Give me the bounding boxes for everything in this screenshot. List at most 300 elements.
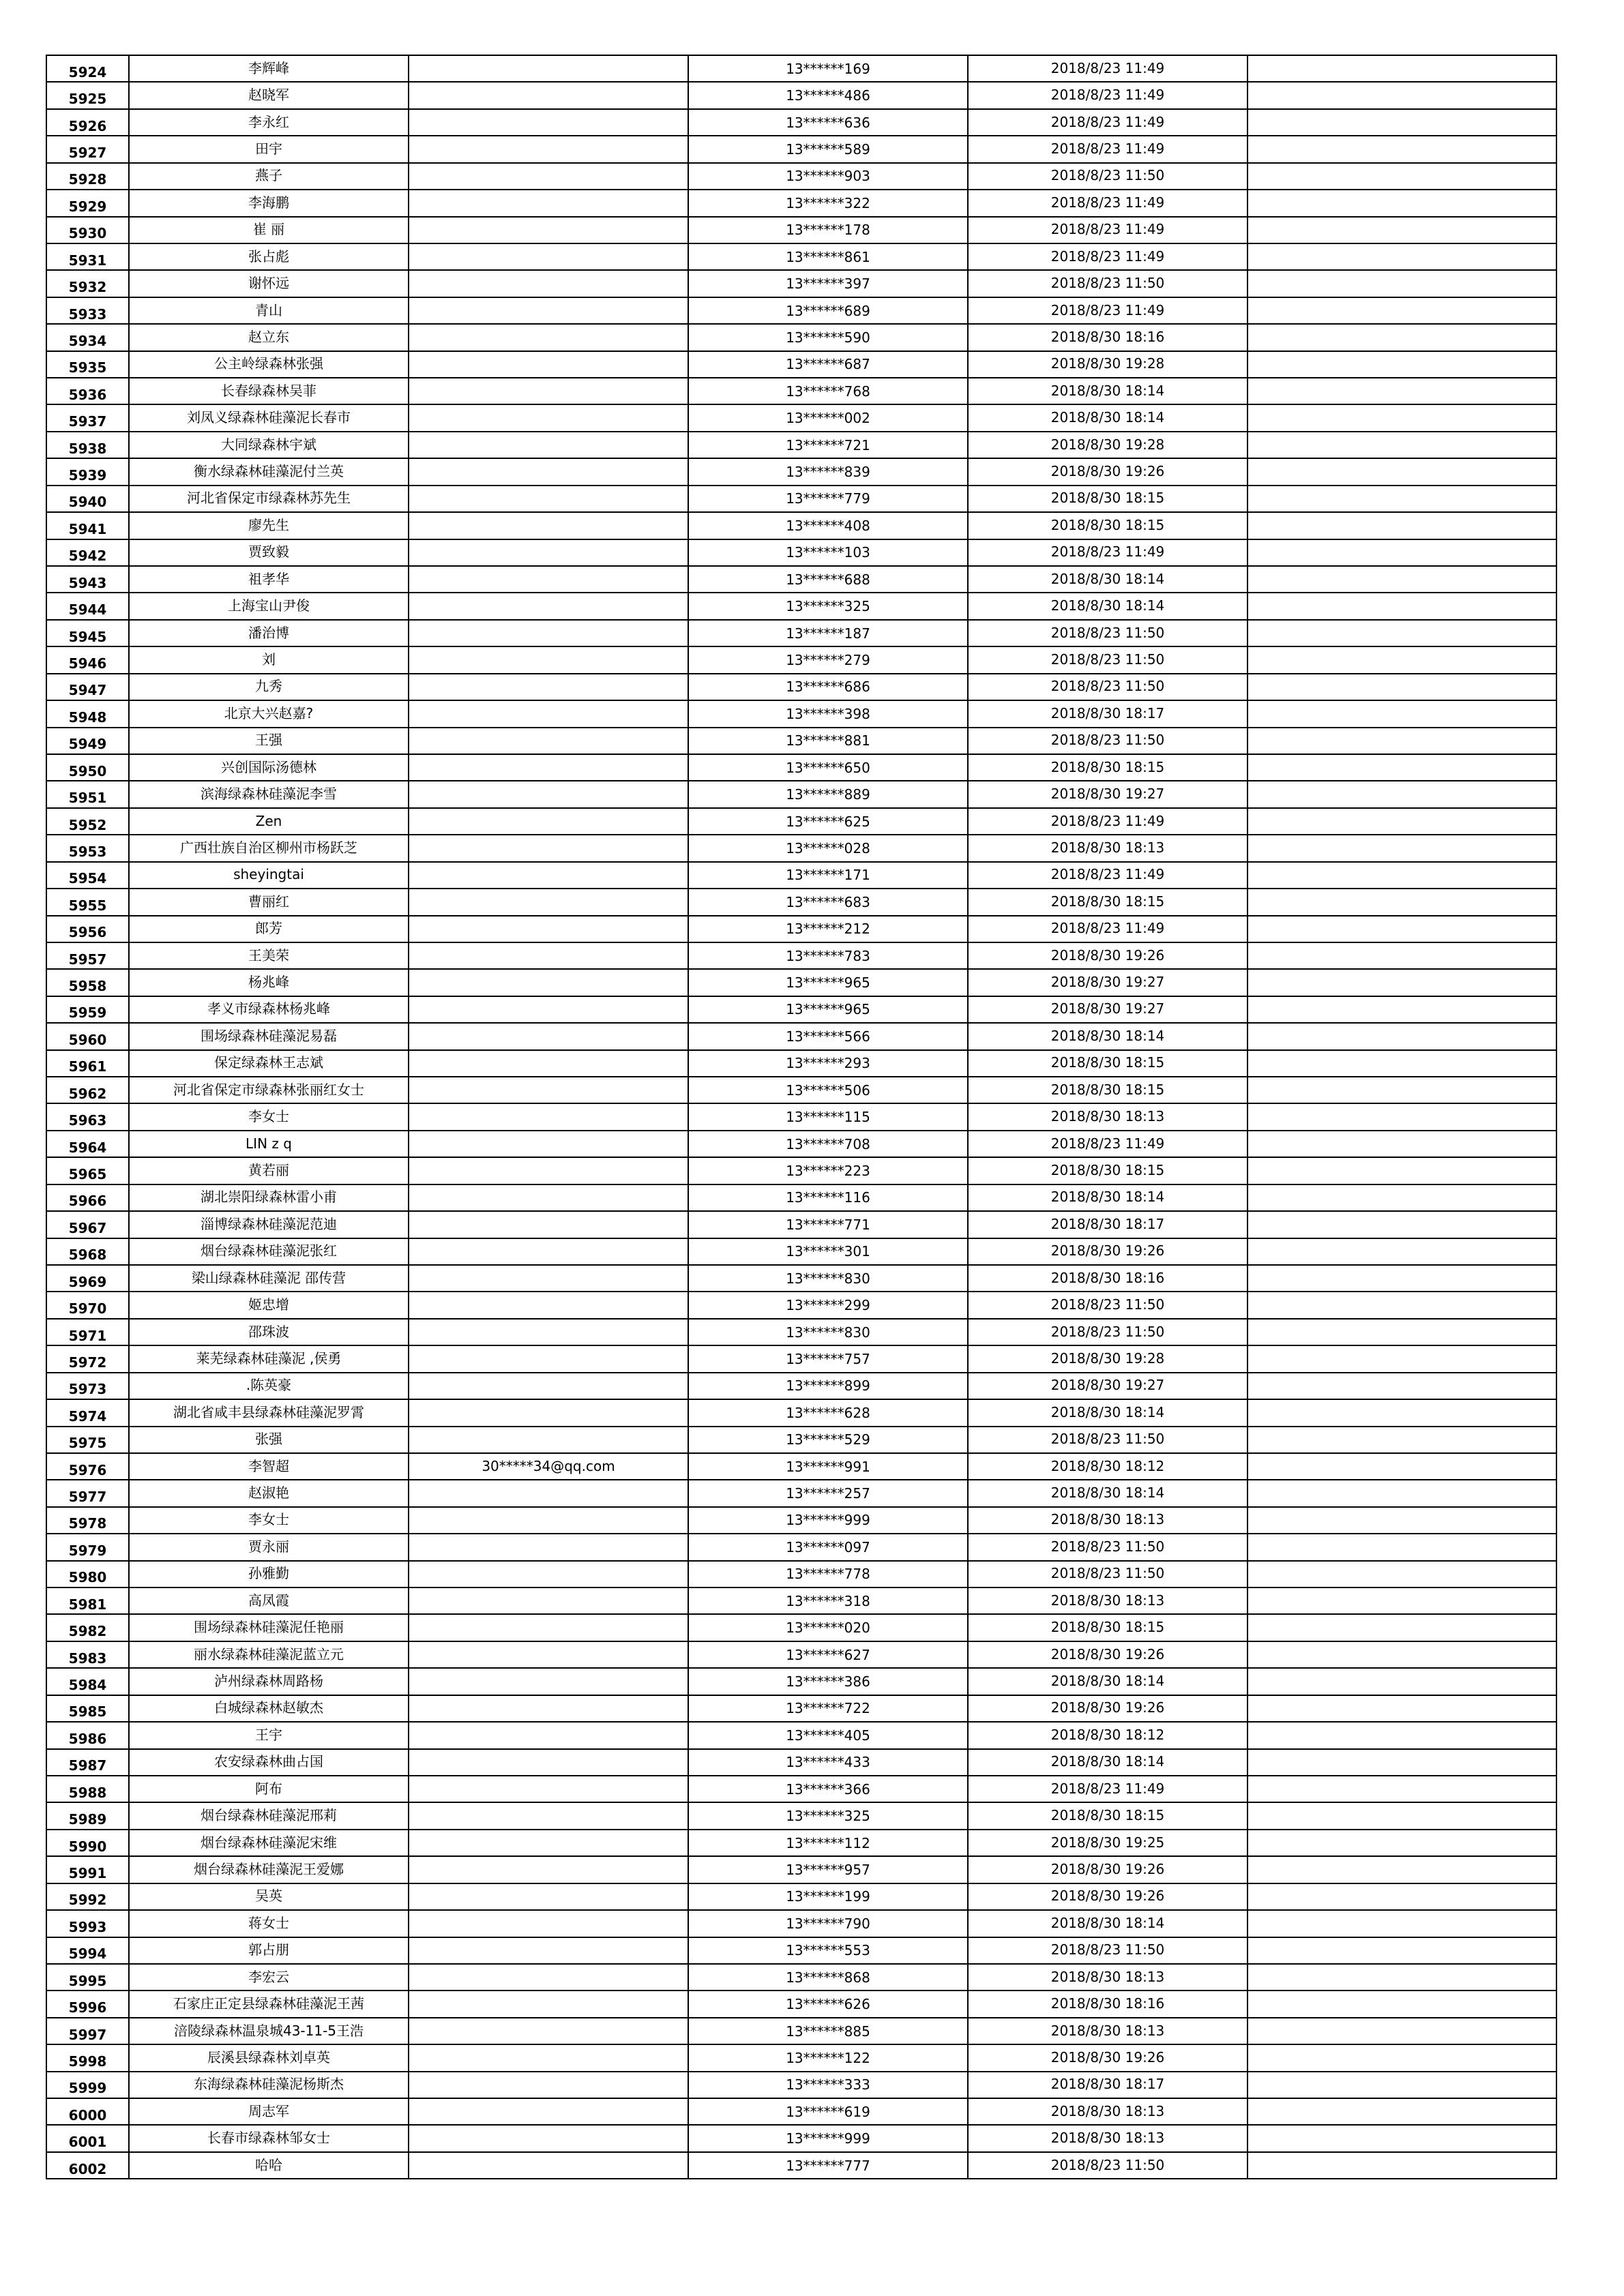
phone-cell: 13******301 (688, 1238, 968, 1265)
phone-cell: 13******366 (688, 1776, 968, 1802)
extra-cell (1247, 1883, 1556, 1910)
table-row (46, 217, 1556, 243)
name-cell: 李宏云 (129, 1964, 409, 1991)
table-row (46, 728, 1556, 754)
row-number-cell: 5980 (46, 1561, 129, 1587)
row-number-cell: 5931 (46, 243, 129, 270)
table-row (46, 458, 1556, 485)
name-cell: 孝义市绿森林杨兆峰 (129, 996, 409, 1023)
row-number-cell: 5934 (46, 324, 129, 351)
row-number-cell: 5972 (46, 1345, 129, 1372)
table-row (46, 1749, 1556, 1776)
table-row (46, 1453, 1556, 1480)
row-number-cell: 5982 (46, 1614, 129, 1641)
email-cell (409, 1292, 688, 1318)
table-row (46, 2098, 1556, 2125)
name-cell: 长春市绿森林邹女士 (129, 2125, 409, 2151)
table-row (46, 243, 1556, 270)
table-row (46, 512, 1556, 539)
timestamp-cell: 2018/8/23 11:50 (968, 1937, 1247, 1964)
row-number-cell: 5944 (46, 593, 129, 619)
name-cell: 围场绿森林硅藻泥易磊 (129, 1023, 409, 1049)
timestamp-cell: 2018/8/30 18:14 (968, 1184, 1247, 1211)
phone-cell: 13******619 (688, 2098, 968, 2125)
email-cell (409, 2152, 688, 2179)
email-cell (409, 1319, 688, 1345)
email-cell (409, 1103, 688, 1130)
email-cell (409, 862, 688, 889)
timestamp-cell: 2018/8/30 18:14 (968, 1749, 1247, 1776)
phone-cell: 13******903 (688, 163, 968, 190)
row-number-cell: 5932 (46, 270, 129, 297)
row-number-cell: 5951 (46, 781, 129, 807)
name-cell: 湖北崇阳绿森林雷小甫 (129, 1184, 409, 1211)
row-number-cell: 5974 (46, 1399, 129, 1426)
name-cell: 涪陵绿森林温泉城43-11-5王浩 (129, 2018, 409, 2044)
row-number-cell: 5987 (46, 1749, 129, 1776)
timestamp-cell: 2018/8/30 18:13 (968, 835, 1247, 861)
row-number-cell: 5937 (46, 404, 129, 431)
name-cell: 兴创国际汤德林 (129, 754, 409, 781)
name-cell: 衡水绿森林硅藻泥付兰英 (129, 458, 409, 485)
row-number-cell: 5960 (46, 1023, 129, 1049)
phone-cell: 13******169 (688, 55, 968, 82)
email-cell (409, 1910, 688, 1937)
phone-cell: 13******688 (688, 566, 968, 593)
table-row (46, 109, 1556, 136)
table-row (46, 620, 1556, 646)
email-cell (409, 646, 688, 673)
table-row (46, 1507, 1556, 1534)
timestamp-cell: 2018/8/23 11:50 (968, 674, 1247, 700)
row-number-cell: 5940 (46, 486, 129, 512)
timestamp-cell: 2018/8/30 18:14 (968, 1399, 1247, 1426)
row-number-cell: 5984 (46, 1668, 129, 1695)
row-number-cell: 5963 (46, 1103, 129, 1130)
extra-cell (1247, 2152, 1556, 2179)
table-row (46, 190, 1556, 216)
email-cell (409, 1991, 688, 2017)
row-number-cell: 5936 (46, 378, 129, 404)
extra-cell (1247, 1668, 1556, 1695)
extra-cell (1247, 1856, 1556, 1883)
phone-cell: 13******257 (688, 1480, 968, 1506)
email-cell (409, 1749, 688, 1776)
name-cell: 王强 (129, 728, 409, 754)
timestamp-cell: 2018/8/30 18:13 (968, 1103, 1247, 1130)
extra-cell (1247, 1453, 1556, 1480)
email-cell (409, 82, 688, 108)
timestamp-cell: 2018/8/23 11:50 (968, 1561, 1247, 1587)
name-cell: 廖先生 (129, 512, 409, 539)
phone-cell: 13******830 (688, 1319, 968, 1345)
timestamp-cell: 2018/8/30 19:28 (968, 1345, 1247, 1372)
email-cell (409, 754, 688, 781)
table-row (46, 1830, 1556, 1856)
name-cell: 泸州绿森林周路杨 (129, 1668, 409, 1695)
extra-cell (1247, 1641, 1556, 1668)
email-cell (409, 1211, 688, 1238)
row-number-cell: 5941 (46, 512, 129, 539)
name-cell: 高凤霞 (129, 1587, 409, 1614)
timestamp-cell: 2018/8/30 18:14 (968, 593, 1247, 619)
timestamp-cell: 2018/8/30 18:14 (968, 1668, 1247, 1695)
phone-cell: 13******650 (688, 754, 968, 781)
table-row (46, 324, 1556, 351)
phone-cell: 13******002 (688, 404, 968, 431)
timestamp-cell: 2018/8/23 11:49 (968, 808, 1247, 835)
timestamp-cell: 2018/8/30 18:14 (968, 404, 1247, 431)
timestamp-cell: 2018/8/30 19:26 (968, 1695, 1247, 1722)
timestamp-cell: 2018/8/30 18:13 (968, 2098, 1247, 2125)
table-row (46, 593, 1556, 619)
name-cell: 烟台绿森林硅藻泥王爱娜 (129, 1856, 409, 1883)
extra-cell (1247, 1534, 1556, 1560)
phone-cell: 13******299 (688, 1292, 968, 1318)
phone-cell: 13******279 (688, 646, 968, 673)
timestamp-cell: 2018/8/30 19:27 (968, 781, 1247, 807)
phone-cell: 13******999 (688, 1507, 968, 1534)
table-row (46, 1937, 1556, 1964)
name-cell: 李女士 (129, 1507, 409, 1534)
phone-cell: 13******386 (688, 1668, 968, 1695)
name-cell: 孙雅勤 (129, 1561, 409, 1587)
timestamp-cell: 2018/8/23 11:49 (968, 136, 1247, 162)
extra-cell (1247, 1023, 1556, 1049)
phone-cell: 13******627 (688, 1641, 968, 1668)
table-row (46, 1802, 1556, 1829)
extra-cell (1247, 2125, 1556, 2151)
name-cell: 烟台绿森林硅藻泥邢莉 (129, 1802, 409, 1829)
name-cell: 北京大兴赵嘉? (129, 700, 409, 727)
timestamp-cell: 2018/8/23 11:49 (968, 109, 1247, 136)
extra-cell (1247, 1157, 1556, 1184)
name-cell: .陈英豪 (129, 1373, 409, 1399)
extra-cell (1247, 1937, 1556, 1964)
table-row (46, 862, 1556, 889)
email-cell (409, 1238, 688, 1265)
phone-cell: 13******112 (688, 1830, 968, 1856)
phone-cell: 13******529 (688, 1427, 968, 1453)
extra-cell (1247, 1319, 1556, 1345)
email-cell (409, 2125, 688, 2151)
timestamp-cell: 2018/8/23 11:49 (968, 297, 1247, 324)
phone-cell: 13******293 (688, 1050, 968, 1077)
phone-cell: 13******778 (688, 1561, 968, 1587)
email-cell (409, 55, 688, 82)
email-cell (409, 1937, 688, 1964)
row-number-cell: 5925 (46, 82, 129, 108)
phone-cell: 13******868 (688, 1964, 968, 1991)
extra-cell (1247, 163, 1556, 190)
extra-cell (1247, 1587, 1556, 1614)
extra-cell (1247, 916, 1556, 942)
phone-cell: 13******885 (688, 2018, 968, 2044)
extra-cell (1247, 969, 1556, 996)
name-cell: 上海宝山尹俊 (129, 593, 409, 619)
table-row (46, 136, 1556, 162)
phone-cell: 13******683 (688, 889, 968, 915)
phone-cell: 13******889 (688, 781, 968, 807)
phone-cell: 13******566 (688, 1023, 968, 1049)
row-number-cell: 5979 (46, 1534, 129, 1560)
timestamp-cell: 2018/8/30 18:15 (968, 754, 1247, 781)
table-row (46, 1776, 1556, 1802)
row-number-cell: 5994 (46, 1937, 129, 1964)
name-cell: 王美荣 (129, 942, 409, 969)
records-table-body (46, 55, 1556, 2179)
timestamp-cell: 2018/8/30 18:12 (968, 1453, 1247, 1480)
table-row (46, 404, 1556, 431)
phone-cell: 13******999 (688, 2125, 968, 2151)
row-number-cell: 5926 (46, 109, 129, 136)
extra-cell (1247, 1507, 1556, 1534)
timestamp-cell: 2018/8/30 19:26 (968, 458, 1247, 485)
extra-cell (1247, 1722, 1556, 1748)
table-row (46, 1050, 1556, 1077)
phone-cell: 13******779 (688, 486, 968, 512)
email-cell (409, 1587, 688, 1614)
phone-cell: 13******965 (688, 996, 968, 1023)
timestamp-cell: 2018/8/30 18:16 (968, 1991, 1247, 2017)
phone-cell: 13******397 (688, 270, 968, 297)
row-number-cell: 5965 (46, 1157, 129, 1184)
timestamp-cell: 2018/8/30 19:26 (968, 1641, 1247, 1668)
row-number-cell: 5942 (46, 539, 129, 566)
row-number-cell: 5929 (46, 190, 129, 216)
table-row (46, 2044, 1556, 2071)
phone-cell: 13******957 (688, 1856, 968, 1883)
timestamp-cell: 2018/8/23 11:50 (968, 1427, 1247, 1453)
name-cell: 莱芜绿森林硅藻泥 ,侯勇 (129, 1345, 409, 1372)
timestamp-cell: 2018/8/23 11:49 (968, 539, 1247, 566)
name-cell: 保定绿森林王志斌 (129, 1050, 409, 1077)
phone-cell: 13******721 (688, 432, 968, 458)
row-number-cell: 5957 (46, 942, 129, 969)
email-cell (409, 1722, 688, 1748)
phone-cell: 13******178 (688, 217, 968, 243)
email-cell (409, 566, 688, 593)
timestamp-cell: 2018/8/23 11:50 (968, 2152, 1247, 2179)
email-cell (409, 1802, 688, 1829)
timestamp-cell: 2018/8/30 18:15 (968, 1157, 1247, 1184)
timestamp-cell: 2018/8/30 18:15 (968, 1050, 1247, 1077)
name-cell: 燕子 (129, 163, 409, 190)
extra-cell (1247, 351, 1556, 378)
email-cell (409, 1480, 688, 1506)
table-row (46, 1964, 1556, 1991)
phone-cell: 13******899 (688, 1373, 968, 1399)
table-row (46, 835, 1556, 861)
timestamp-cell: 2018/8/30 18:15 (968, 1802, 1247, 1829)
row-number-cell: 5989 (46, 1802, 129, 1829)
timestamp-cell: 2018/8/30 18:16 (968, 324, 1247, 351)
email-cell (409, 1534, 688, 1560)
timestamp-cell: 2018/8/30 18:15 (968, 1077, 1247, 1103)
name-cell: 黄若丽 (129, 1157, 409, 1184)
email-cell (409, 1856, 688, 1883)
row-number-cell: 5924 (46, 55, 129, 82)
row-number-cell: 5958 (46, 969, 129, 996)
extra-cell (1247, 1561, 1556, 1587)
email-cell (409, 2098, 688, 2125)
email-cell (409, 486, 688, 512)
extra-cell (1247, 754, 1556, 781)
extra-cell (1247, 55, 1556, 82)
phone-cell: 13******790 (688, 1910, 968, 1937)
extra-cell (1247, 109, 1556, 136)
row-number-cell: 5967 (46, 1211, 129, 1238)
name-cell: 李海鹏 (129, 190, 409, 216)
timestamp-cell: 2018/8/30 19:27 (968, 1373, 1247, 1399)
table-row (46, 1157, 1556, 1184)
extra-cell (1247, 835, 1556, 861)
phone-cell: 13******322 (688, 190, 968, 216)
extra-cell (1247, 1292, 1556, 1318)
row-number-cell: 5956 (46, 916, 129, 942)
table-row (46, 1265, 1556, 1292)
timestamp-cell: 2018/8/30 19:27 (968, 996, 1247, 1023)
extra-cell (1247, 1345, 1556, 1372)
phone-cell: 13******708 (688, 1131, 968, 1157)
name-cell: 李女士 (129, 1103, 409, 1130)
extra-cell (1247, 243, 1556, 270)
email-cell (409, 512, 688, 539)
extra-cell (1247, 1776, 1556, 1802)
phone-cell: 13******398 (688, 700, 968, 727)
phone-cell: 13******020 (688, 1614, 968, 1641)
row-number-cell: 5998 (46, 2044, 129, 2071)
email-cell (409, 1964, 688, 1991)
email-cell (409, 1077, 688, 1103)
row-number-cell: 5973 (46, 1373, 129, 1399)
row-number-cell: 5952 (46, 808, 129, 835)
extra-cell (1247, 486, 1556, 512)
phone-cell: 13******590 (688, 324, 968, 351)
table-row (46, 1587, 1556, 1614)
email-cell (409, 1695, 688, 1722)
table-row (46, 270, 1556, 297)
name-cell: 九秀 (129, 674, 409, 700)
extra-cell (1247, 432, 1556, 458)
name-cell: 曹丽红 (129, 889, 409, 915)
email-cell (409, 2072, 688, 2098)
table-row (46, 1695, 1556, 1722)
timestamp-cell: 2018/8/30 18:14 (968, 1023, 1247, 1049)
extra-cell (1247, 1991, 1556, 2017)
table-row (46, 1910, 1556, 1937)
table-row (46, 163, 1556, 190)
name-cell: 田宇 (129, 136, 409, 162)
name-cell: 长春绿森林吴菲 (129, 378, 409, 404)
extra-cell (1247, 1238, 1556, 1265)
table-row (46, 1427, 1556, 1453)
table-row (46, 1883, 1556, 1910)
extra-cell (1247, 700, 1556, 727)
timestamp-cell: 2018/8/30 18:12 (968, 1722, 1247, 1748)
timestamp-cell: 2018/8/23 11:49 (968, 862, 1247, 889)
row-number-cell: 5933 (46, 297, 129, 324)
table-row (46, 700, 1556, 727)
extra-cell (1247, 404, 1556, 431)
timestamp-cell: 2018/8/30 18:13 (968, 1587, 1247, 1614)
table-row (46, 1023, 1556, 1049)
table-row (46, 1373, 1556, 1399)
timestamp-cell: 2018/8/23 11:49 (968, 243, 1247, 270)
phone-cell: 13******405 (688, 1722, 968, 1748)
email-cell (409, 593, 688, 619)
spreadsheet-page (46, 55, 1556, 2179)
timestamp-cell: 2018/8/30 18:17 (968, 700, 1247, 727)
table-row (46, 1345, 1556, 1372)
email-cell (409, 700, 688, 727)
email-cell (409, 109, 688, 136)
row-number-cell: 5977 (46, 1480, 129, 1506)
timestamp-cell: 2018/8/30 18:17 (968, 2072, 1247, 2098)
table-row (46, 2125, 1556, 2151)
email-cell (409, 243, 688, 270)
phone-cell: 13******115 (688, 1103, 968, 1130)
email-cell (409, 297, 688, 324)
row-number-cell: 5996 (46, 1991, 129, 2017)
table-row (46, 1722, 1556, 1748)
name-cell: 石家庄正定县绿森林硅藻泥王茜 (129, 1991, 409, 2017)
email-cell (409, 1050, 688, 1077)
email-cell (409, 163, 688, 190)
timestamp-cell: 2018/8/30 18:15 (968, 512, 1247, 539)
extra-cell (1247, 324, 1556, 351)
email-cell (409, 1265, 688, 1292)
extra-cell (1247, 1103, 1556, 1130)
extra-cell (1247, 1373, 1556, 1399)
name-cell: 贾致毅 (129, 539, 409, 566)
table-row (46, 1534, 1556, 1560)
email-cell (409, 942, 688, 969)
phone-cell: 13******768 (688, 378, 968, 404)
phone-cell: 13******028 (688, 835, 968, 861)
table-row (46, 781, 1556, 807)
timestamp-cell: 2018/8/30 19:26 (968, 2044, 1247, 2071)
row-number-cell: 5983 (46, 1641, 129, 1668)
timestamp-cell: 2018/8/30 18:17 (968, 1211, 1247, 1238)
row-number-cell: 5949 (46, 728, 129, 754)
name-cell: 贾永丽 (129, 1534, 409, 1560)
extra-cell (1247, 1695, 1556, 1722)
extra-cell (1247, 1749, 1556, 1776)
phone-cell: 13******486 (688, 82, 968, 108)
name-cell: 刘 (129, 646, 409, 673)
table-row (46, 1238, 1556, 1265)
name-cell: 杨兆峰 (129, 969, 409, 996)
phone-cell: 13******625 (688, 808, 968, 835)
extra-cell (1247, 781, 1556, 807)
name-cell: 公主岭绿森林张强 (129, 351, 409, 378)
name-cell: 吴英 (129, 1883, 409, 1910)
timestamp-cell: 2018/8/30 19:27 (968, 969, 1247, 996)
email-cell (409, 324, 688, 351)
email-cell (409, 378, 688, 404)
table-row (46, 808, 1556, 835)
timestamp-cell: 2018/8/30 19:28 (968, 351, 1247, 378)
phone-cell: 13******171 (688, 862, 968, 889)
name-cell: 蒋女士 (129, 1910, 409, 1937)
table-row (46, 969, 1556, 996)
name-cell: 梁山绿森林硅藻泥 邵传营 (129, 1265, 409, 1292)
name-cell: 湖北省咸丰县绿森林硅藻泥罗霄 (129, 1399, 409, 1426)
table-row (46, 1561, 1556, 1587)
extra-cell (1247, 1910, 1556, 1937)
timestamp-cell: 2018/8/23 11:50 (968, 728, 1247, 754)
